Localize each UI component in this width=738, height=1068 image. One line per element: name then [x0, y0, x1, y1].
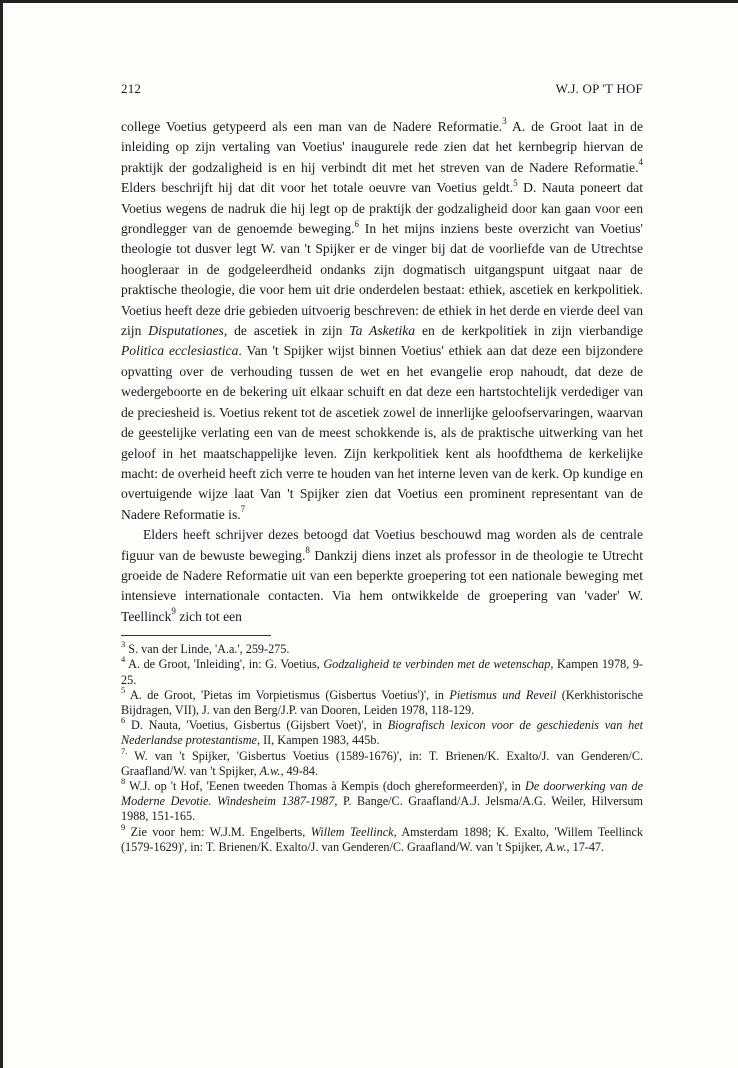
text-run: , P. Bange/C. Graafland/A.J. Jelsma/A.G. Weiler, Hilversum 1988, 151-165. — [121, 794, 643, 824]
footnote — [121, 654, 643, 687]
running-head: W.J. OP 'T HOF — [555, 81, 643, 96]
italic-text: Biografisch lexicon voor de geschiedenis van het Nederlandse protestantisme — [121, 718, 643, 748]
footnote-ref: 8 — [305, 545, 310, 555]
footnote-ref: 7 — [240, 504, 246, 515]
text-run: , 49-84. — [280, 763, 319, 778]
italic-text: Ta Asketika — [349, 323, 416, 339]
text-run: A. de Groot laat in de inleiding op zijn vertaling van Voetius' inaugurele rede zien dat het kernbegrip hiervan de praktijk der godzaligheid is en hij verbindt dit met het streven van de Nadere Reformatie. — [121, 119, 643, 175]
text-run: zich tot een — [175, 608, 242, 624]
paragraph — [121, 117, 643, 525]
footnote — [121, 775, 643, 825]
italic-text: De doorwerking van de Moderne Devotie. Windesheim 1387-1987 — [121, 778, 643, 809]
italic-text: Godzaligheid te verbinden met de wetenschap — [323, 657, 551, 672]
italic-text: Willem Teellinck — [310, 824, 394, 839]
footnote — [121, 715, 643, 748]
footnote-ref: 7. — [121, 745, 128, 756]
footnote-ref: 5 — [513, 177, 518, 188]
footnote-ref: 4 — [121, 654, 126, 665]
text-run: S. van der Linde, 'A.a.', 259-275. — [125, 642, 290, 657]
footnote — [121, 745, 643, 779]
text-run: W. van 't Spijker, 'Gisbertus Voetius (1589-1676)', in: T. Brienen/K. Exalto/J. van Genderen/C. Graafland/W. van 't Spijker, — [121, 748, 643, 778]
italic-text: Politica ecclesiastica — [121, 343, 239, 359]
footnotes — [121, 639, 643, 855]
footnote-ref: 8 — [121, 775, 126, 786]
footnote-ref: 6 — [354, 218, 359, 229]
footnote-ref: 4 — [638, 157, 643, 168]
text-run: , Kampen 1978, 9-25. — [121, 657, 643, 687]
italic-text: Disputationes — [148, 323, 224, 339]
italic-text: A.w. — [545, 839, 567, 854]
text-run: . Van 't Spijker wijst binnen Voetius' ethiek aan dat deze een bijzondere opvatting over de verhouding tussen de wet en het evangelie erop nahoudt, dat deze de wedergeboorte en de bekering uit elkaar schuift en dat deze een hartstochtelijk verdediger van de preciesheid is. Voetius rekent tot de ascetiek zowel de innerlijke geloofservaringen, waarvan de geestelijke verlating een van de meest schokkende is, als de praktische uitwerking van het geloof in het maatschappelijke leven. Zijn kerkpolitiek kent als hoofdthema de kerkelijke macht: de overheid heeft zich verre te houden van het interne leven van de kerk. Op kundige en overtuigende wijze laat Van 't Spijker zien dat Voetius een prominent representant van de Nadere Reformatie is. — [121, 343, 643, 522]
footnote-ref: 9 — [171, 606, 176, 617]
footnote-ref: 3 — [502, 116, 507, 127]
paragraph — [121, 525, 643, 627]
text-run: college Voetius getypeerd als een man van de Nadere Reformatie. — [121, 119, 503, 134]
footnote-ref: 9 — [121, 821, 126, 832]
footnote-ref: 6 — [121, 715, 126, 726]
footnote — [121, 684, 643, 718]
text-run: Elders heeft schrijver dezes betoogd dat Voetius beschouwd mag worden als de centrale figuur van de bewuste beweging. — [121, 527, 643, 563]
text-run: D. Nauta poneert dat Voetius wegens de nadruk die hij legt op de praktijk der godzaligheid door kan gaan voor een grondlegger van de genoemde beweging. — [121, 180, 644, 237]
text-run: (Kerkhistorische Bijdragen, VII), J. van den Berg/J.P. van Dooren, Leiden 1978, 118-129. — [121, 687, 643, 717]
footnote-divider — [121, 635, 271, 636]
text-run: , de ascetiek in zijn — [223, 323, 350, 339]
italic-text: A.w. — [259, 763, 281, 778]
footnote-ref: 3 — [121, 639, 126, 650]
text-run: A. de Groot, 'Pietas im Vorpietismus (Gisbertus Voetius')', in — [125, 687, 450, 702]
page-header — [121, 81, 643, 97]
text-run: W.J. op 't Hof, 'Eenen tweeden Thomas à Kempis (doch ghereformeerden)', in — [125, 778, 526, 793]
page-number: 212 — [121, 81, 142, 96]
text-run: Dankzij diens inzet als professor in de theologie te Utrecht groeide de Nadere Reformatie uit van een beperkte groepering tot een nationale beweging met intensieve internationale contacten. Via hem ontwikkelde de groepering van 'vader' W. Teellinck — [121, 547, 643, 624]
text-run: Zie voor hem: W.J.M. Engelberts, — [125, 824, 311, 839]
text-run: In het mijns inziens beste overzicht van Voetius' theologie tot dusver legt W. van 't Spijker er de vinger bij dat de voorliefde van de Utrechtse hoogleraar in de godgeleerdheid ondanks zijn dogmatisch uitgangspunt uitgaat naar de praktische theologie, die voor hem uit drie onderdelen bestaat: ethiek, ascetiek en kerkpolitiek. Voetius heeft deze drie gebieden uitvoerig beschreven: de ethiek in het derde en vierde deel van zijn — [121, 221, 643, 339]
text-run: Elders beschrijft hij dat dit voor het totale oeuvre van Voetius geldt. — [121, 180, 514, 196]
text-run: , 17-47. — [566, 839, 605, 854]
text-run: , Amsterdam 1898; K. Exalto, 'Willem Teellinck (1579-1629)', in: T. Brienen/K. Exalto/J. van Genderen/C. Graafland/W. van 't Spijker, — [121, 824, 643, 854]
text-run: D. Nauta, 'Voetius, Gisbertus (Gijsbert Voet)', in — [125, 718, 388, 733]
text-run: , II, Kampen 1983, 445b. — [256, 733, 380, 748]
footnote — [121, 821, 643, 855]
footnote-ref: 5 — [121, 684, 126, 695]
text-run: en de kerkpolitiek in zijn vierbandige — [415, 323, 643, 339]
text-run: A. de Groot, 'Inleiding', in: G. Voetius, — [125, 657, 324, 672]
page-body — [121, 117, 643, 855]
italic-text: Pietismus und Reveil — [449, 687, 557, 702]
footnote — [121, 639, 643, 657]
